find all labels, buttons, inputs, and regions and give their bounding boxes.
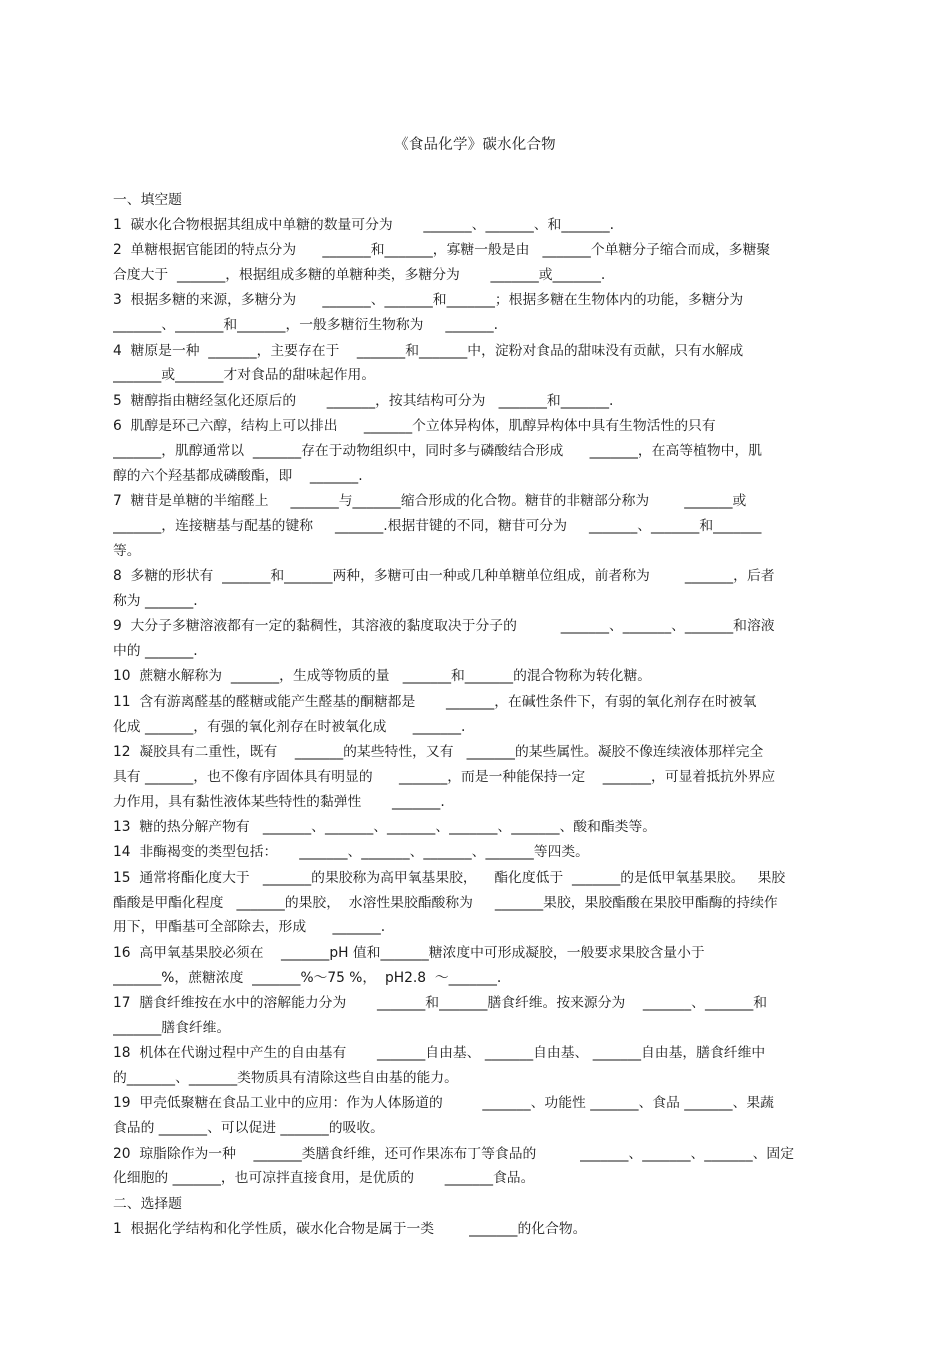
question-line: 8 多糖的形状有 _______和_______两种，多糖可由一种或几种单糖单位组成，前者称为 _______，后者 [113, 568, 775, 585]
question-line: 10 蔗糖水解称为 _______，生成等物质的量 _______和_______的混合物称为转化糖。 [113, 668, 652, 685]
section-heading: 一、填空题 [113, 192, 182, 208]
question-item [113, 339, 858, 389]
question-line: _______膳食纤维。 [113, 1019, 231, 1036]
question-item [113, 991, 858, 1041]
question-item [113, 213, 858, 238]
question-line: 19 甲壳低聚糖在食品工业中的应用：作为人体肠道的 _______、功能性 _______、食品 _______、果蔬 [113, 1095, 774, 1112]
question-line: 酯酸是甲酯化程度 _______的果胶， 水溶性果胶酯酸称为 _______果胶，果胶酯酸在果胶甲酯酶的持续作 [113, 894, 778, 911]
question-item [113, 664, 858, 689]
question-line: 称为 _______. [113, 592, 198, 609]
question-item [113, 840, 858, 865]
question-item [113, 941, 858, 991]
question-line: 等。 [113, 542, 141, 559]
question-item [113, 740, 858, 814]
question-item [113, 288, 858, 338]
question-line: 15 通常将酯化度大于 _______的果胶称为高甲氧基果胶， 酯化度低于 _______的是低甲氧基果胶。 果胶 [113, 869, 786, 886]
section-heading: 二、选择题 [113, 1195, 182, 1212]
question-item [113, 866, 858, 940]
question-line: 13 糖的热分解产物有 _______、_______、_______、_______、_______、酸和酯类等。 [113, 819, 657, 836]
question-item [113, 1217, 858, 1242]
question-item [113, 564, 858, 614]
question-line: _______%，蔗糖浓度 _______%～75 %， pH2.8 ～_______. [113, 969, 502, 986]
question-line: 用下，甲酯基可全部除去，形成 _______. [113, 919, 386, 936]
document-title: 《食品化学》碳水化合物 [394, 137, 556, 153]
question-item [113, 815, 858, 840]
question-line: _______，连接糖基与配基的键称 _______.根据苷键的不同，糖苷可分为 _______、_______和_______ [113, 517, 762, 534]
question-line: 16 高甲氧基果胶必须在 _______pH 值和_______糖浓度中可形成凝胶，一般要求果胶含量小于 [113, 944, 705, 961]
question-line: 1 碳水化合物根据其组成中单糖的数量可分为 _______、_______、和_______. [113, 216, 615, 233]
question-line: 5 糖醇指由糖经氢化还原后的 _______，按其结构可分为 _______和_______. [113, 392, 614, 409]
question-line: 1 根据化学结构和化学性质，碳水化合物是属于一类 _______的化合物。 [113, 1220, 587, 1237]
question-line: 的_______、_______类物质具有清除这些自由基的能力。 [113, 1069, 458, 1086]
question-item [113, 1091, 858, 1141]
question-item [113, 1142, 858, 1192]
question-line: 化细胞的 _______，也可凉拌直接食用，是优质的 _______食品。 [113, 1170, 535, 1187]
question-line: _______，肌醇通常以 _______存在于动物组织中，同时多与磷酸结合形成 _______，在高等植物中，肌 [113, 442, 763, 459]
question-item [113, 389, 858, 414]
question-line: 4 糖原是一种 _______，主要存在于 _______和_______中，淀粉对食品的甜味没有贡献，只有水解成 [113, 342, 744, 359]
document-body [113, 188, 858, 1242]
question-line: 3 根据多糖的来源，多糖分为 _______、_______和_______；根据多糖在生物体内的功能，多糖分为 [113, 292, 744, 309]
question-item [113, 690, 858, 740]
question-line: 中的 _______. [113, 643, 198, 660]
question-line: _______或_______才对食品的甜味起作用。 [113, 367, 376, 384]
question-line: 食品的 _______、可以促进 _______的吸收。 [113, 1120, 384, 1137]
question-item [113, 614, 858, 664]
question-item [113, 414, 858, 488]
question-line: 具有 _______，也不像有序固体具有明显的 _______，而是一种能保持一定 _______，可显着抵抗外界应 [113, 768, 776, 785]
question-line: 2 单糖根据官能团的特点分为 _______和_______，寡糖一般是由 _______个单糖分子缩合而成，多糖聚 [113, 242, 771, 259]
question-line: 化成 _______，有强的氧化剂存在时被氧化成 _______. [113, 718, 466, 735]
question-line: 力作用，具有黏性液体某些特性的黏弹性 _______. [113, 793, 445, 810]
question-item [113, 489, 858, 563]
question-item [113, 238, 858, 288]
question-item [113, 1041, 858, 1091]
question-line: 9 大分子多糖溶液都有一定的黏稠性，其溶液的黏度取决于分子的 _______、_______、_______和溶液 [113, 618, 775, 635]
question-line: 14 非酶褐变的类型包括： _______、_______、_______、_______等四类。 [113, 844, 589, 861]
question-line: 7 糖苷是单糖的半缩醛上 _______与_______缩合形成的化合物。糖苷的非糖部分称为 _______或 [113, 493, 747, 510]
question-line: 合度大于 _______，根据组成多糖的单糖种类，多糖分为 _______或_______. [113, 266, 606, 283]
question-line: 18 机体在代谢过程中产生的自由基有 _______自由基、 _______自由基、 _______自由基，膳食纤维中 [113, 1045, 766, 1062]
question-line: 醇的六个羟基都成磷酸酯，即 _______. [113, 467, 363, 484]
question-line: _______、_______和_______，一般多糖衍生物称为 _______. [113, 317, 499, 334]
question-line: 6 肌醇是环己六醇，结构上可以排出 _______个立体异构体，肌醇异构体中具有生物活性的只有 [113, 418, 716, 435]
question-line: 11 含有游离醛基的醛糖或能产生醛基的酮糖都是 _______，在碱性条件下，有弱的氧化剂存在时被氧 [113, 693, 757, 710]
question-line: 17 膳食纤维按在水中的溶解能力分为 _______和_______膳食纤维。按来源分为 _______、_______和 [113, 995, 768, 1011]
question-line: 20 琼脂除作为一种 _______类膳食纤维，还可作果冻布丁等食品的 _______、_______、_______、固定 [113, 1145, 794, 1162]
question-line: 12 凝胶具有二重性，既有 _______的某些特性，又有 _______的某些属性。凝胶不像连续液体那样完全 [113, 744, 764, 761]
